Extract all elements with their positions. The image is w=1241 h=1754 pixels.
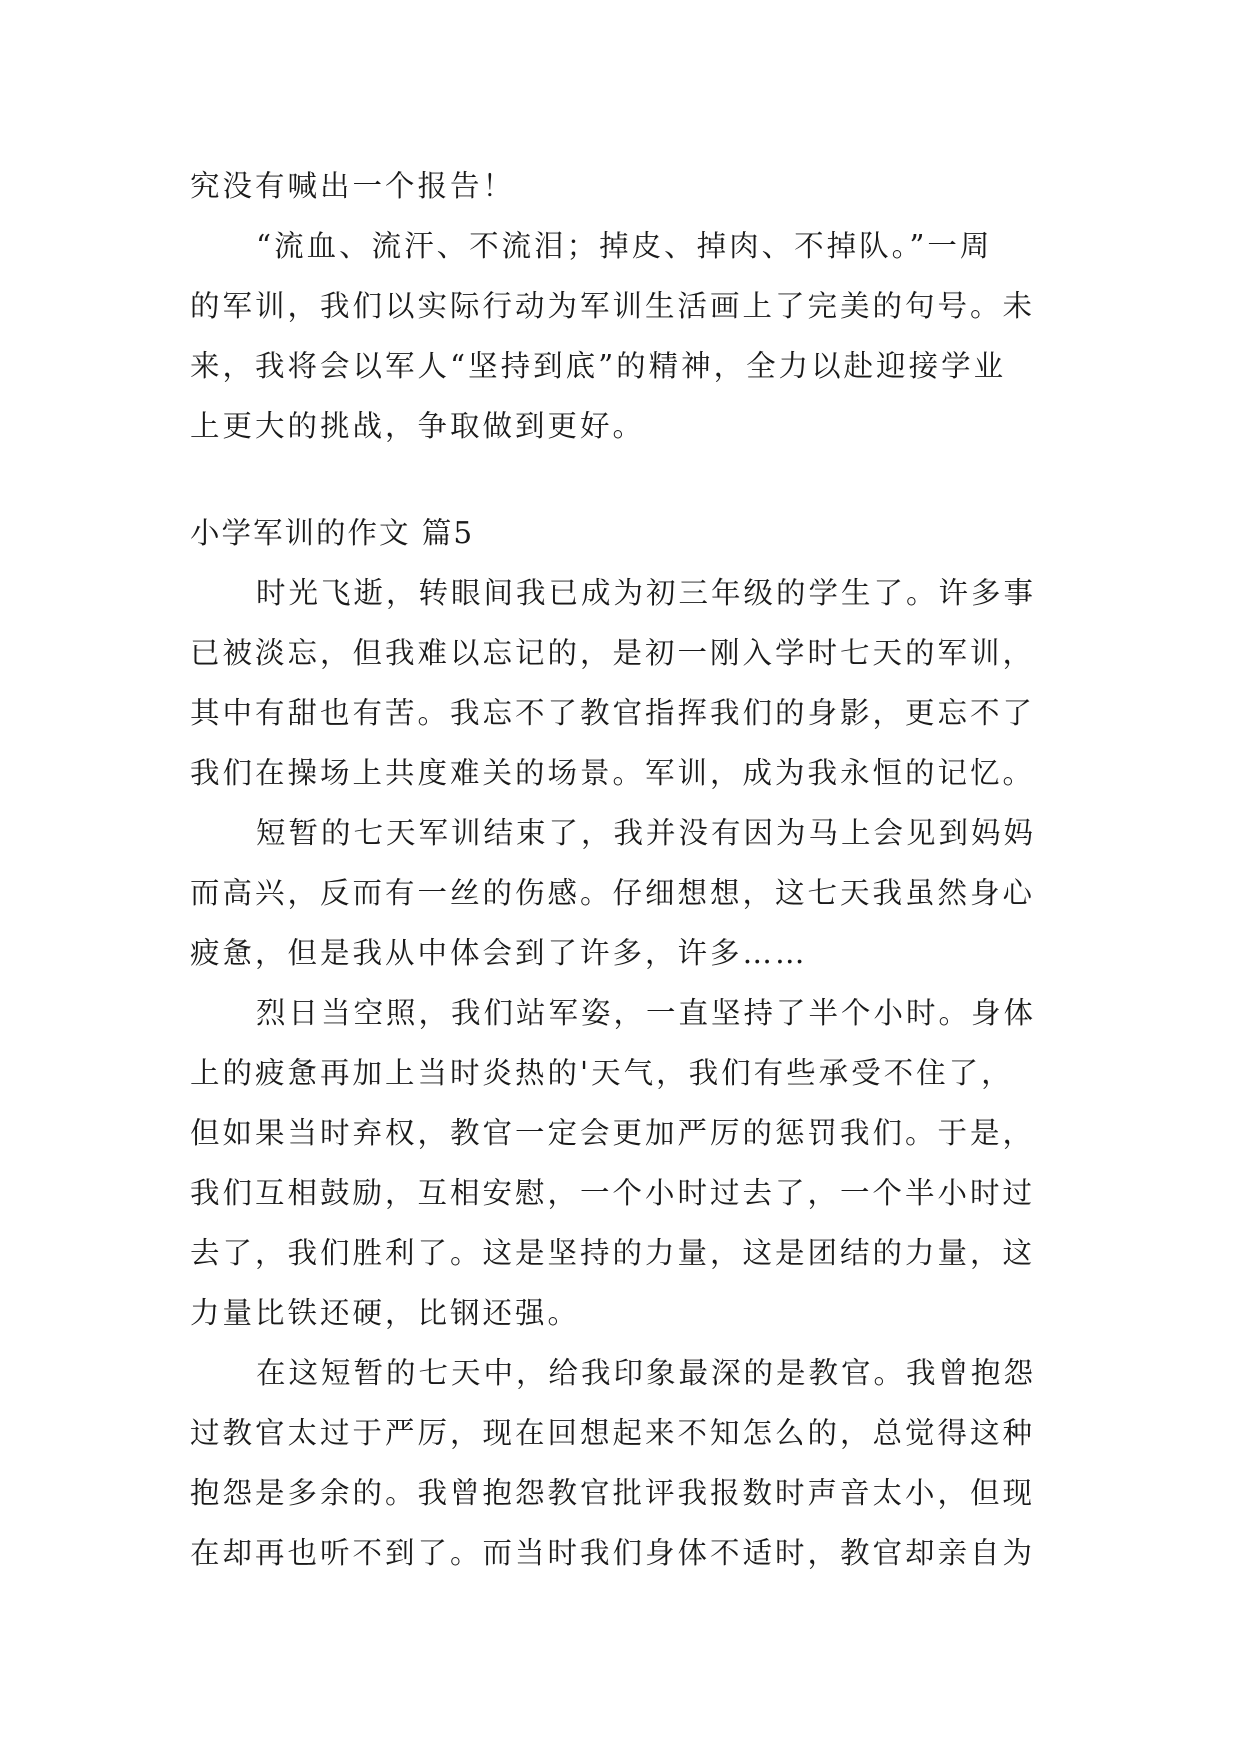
text-line: 究没有喊出一个报告！ (190, 169, 516, 203)
top-section (190, 156, 1070, 456)
text-line: 上的疲惫再加上当时炎热的'天气，我们有些承受不住了， (190, 1056, 1014, 1090)
text-line: 上更大的挑战，争取做到更好。 (190, 409, 646, 443)
text-line: 抱怨是多余的。我曾抱怨教官批评我报数时声音太小，但现 (190, 1476, 1036, 1510)
text-line: 其中有甜也有苦。我忘不了教官指挥我们的身影，更忘不了 (190, 696, 1036, 730)
text-line: 来，我将会以军人“坚持到底”的精神，全力以赴迎接学业 (190, 349, 1007, 383)
paragraph-start-line: 时光飞逝，转眼间我已成为初三年级的学生了。许多事 (256, 576, 1037, 610)
text-line: 已被淡忘，但我难以忘记的，是初一刚入学时七天的军训， (190, 636, 1036, 670)
section-heading: 小学军训的作文 篇5 (190, 516, 475, 550)
paragraph-start-line: 短暂的七天军训结束了，我并没有因为马上会见到妈妈 (256, 816, 1037, 850)
text-line: 疲惫，但是我从中体会到了许多，许多…… (190, 936, 808, 970)
text-line: 过教官太过于严厉，现在回想起来不知怎么的，总觉得这种 (190, 1416, 1036, 1450)
text-line: 去了，我们胜利了。这是坚持的力量，这是团结的力量，这 (190, 1236, 1036, 1270)
section-heading-block (190, 503, 1070, 563)
text-line: 的军训，我们以实际行动为军训生活画上了完美的句号。未 (190, 289, 1036, 323)
text-line: 我们在操场上共度难关的场景。军训，成为我永恒的记忆。 (190, 756, 1036, 790)
body-section (190, 563, 1070, 1583)
text-line: 而高兴，反而有一丝的伤感。仔细想想，这七天我虽然身心 (190, 876, 1036, 910)
text-line: 力量比铁还硬，比钢还强。 (190, 1296, 581, 1330)
paragraph-start-line: 烈日当空照，我们站军姿，一直坚持了半个小时。身体 (256, 996, 1037, 1030)
paragraph-start-line: “流血、流汗、不流泪；掉皮、掉肉、不掉队。”一周 (256, 229, 993, 263)
text-line: 在却再也听不到了。而当时我们身体不适时，教官却亲自为 (190, 1536, 1036, 1570)
text-line: 但如果当时弃权，教官一定会更加严厉的惩罚我们。于是， (190, 1116, 1036, 1150)
paragraph-start-line: 在这短暂的七天中，给我印象最深的是教官。我曾抱怨 (256, 1356, 1037, 1390)
text-line: 我们互相鼓励，互相安慰，一个小时过去了，一个半小时过 (190, 1176, 1036, 1210)
